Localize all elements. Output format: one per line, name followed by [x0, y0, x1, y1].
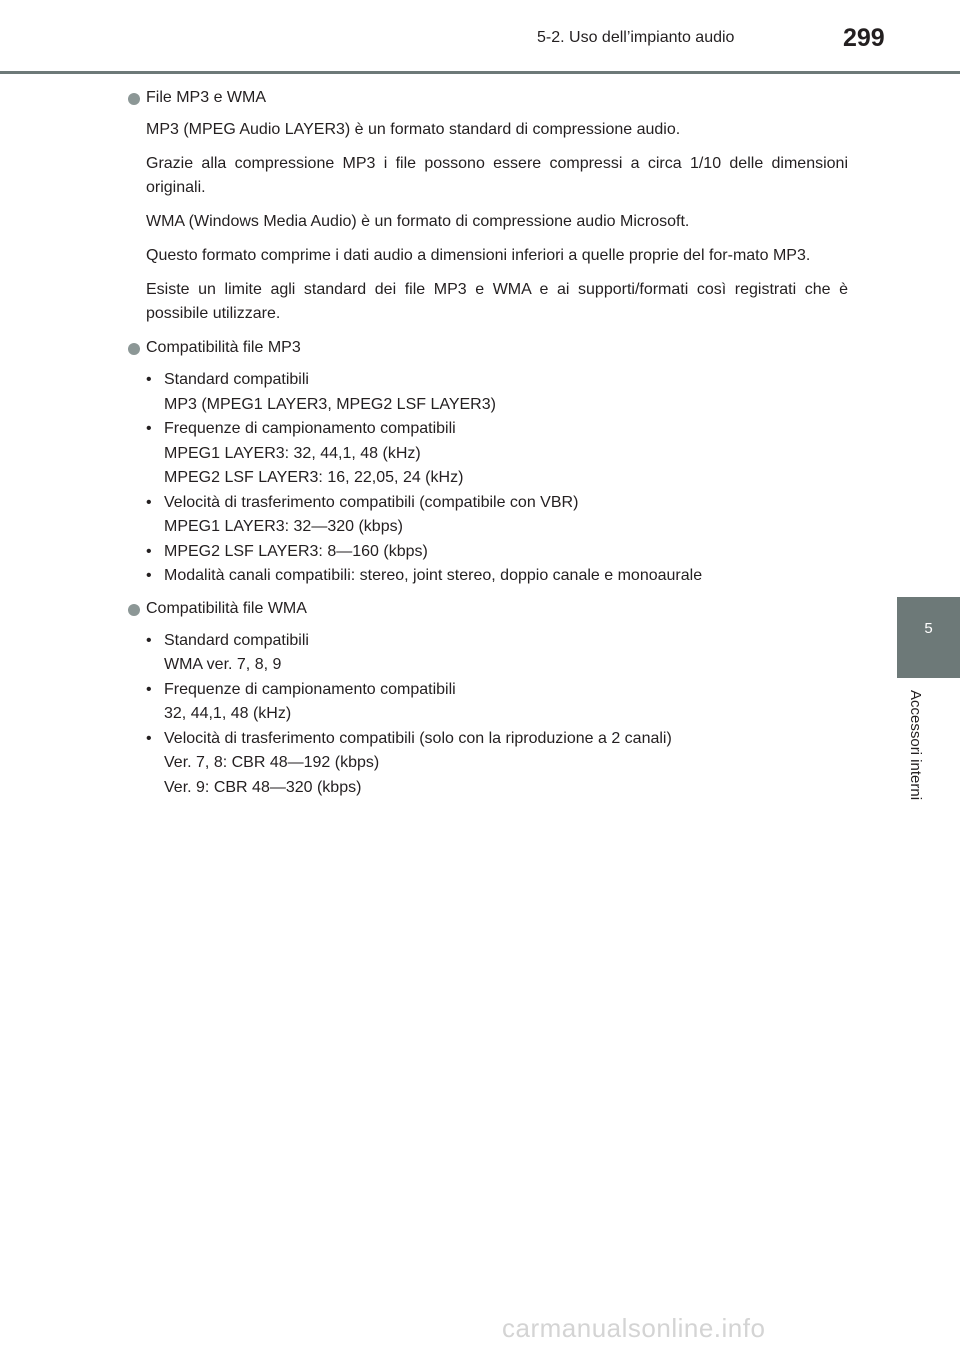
section-heading	[128, 597, 848, 621]
section-heading	[128, 336, 848, 360]
page-number: 299	[843, 24, 885, 52]
bullet-dot-icon	[128, 343, 140, 355]
paragraph: Esiste un limite agli standard dei file MP3 e WMA e ai supporti/formati così registrati che è possibile utilizzare.	[146, 281, 848, 322]
list-item-title: • Frequenze di campionamento compatibili	[164, 680, 456, 698]
list-item	[146, 540, 848, 565]
list-item-title: • Frequenze di campionamento compatibili	[164, 420, 456, 437]
chapter-tab	[897, 597, 960, 678]
list-item-detail: MPEG2 LSF LAYER3: 16, 22,05, 24 (kHz)	[164, 469, 464, 486]
section-heading	[128, 86, 848, 110]
paragraph: WMA (Windows Media Audio) è un formato di compressione audio Microsoft.	[146, 213, 690, 230]
section-mp3-wma	[128, 86, 848, 326]
list-item	[146, 491, 848, 540]
watermark: carmanualsonline.info	[502, 1313, 766, 1343]
list-item	[146, 629, 848, 678]
section-heading-text: Compatibilità file MP3	[146, 339, 301, 356]
section-heading-text: Compatibilità file WMA	[146, 599, 307, 617]
list-item	[146, 678, 848, 727]
spec-list	[146, 368, 848, 589]
page-content	[128, 86, 848, 808]
list-item-title: • Velocità di trasferimento compatibili (compatibile con VBR)	[164, 493, 579, 511]
chapter-tab-number: 5	[924, 620, 933, 637]
list-item-title: • Standard compatibili	[164, 371, 309, 388]
bullet-dot-icon	[128, 93, 140, 105]
list-item-detail: Ver. 7, 8: CBR 48—192 (kbps)	[164, 754, 380, 771]
bullet-dot-icon	[128, 604, 140, 616]
list-item-detail: MP3 (MPEG1 LAYER3, MPEG2 LSF LAYER3)	[164, 395, 496, 413]
section-mp3-compat	[128, 336, 848, 589]
list-item-detail: MPEG1 LAYER3: 32—320 (kbps)	[164, 518, 403, 535]
list-item	[146, 564, 848, 589]
list-item-title: • MPEG2 LSF LAYER3: 8—160 (kbps)	[164, 542, 428, 560]
list-item-detail: Ver. 9: CBR 48—320 (kbps)	[164, 778, 362, 796]
list-item-title: • Velocità di trasferimento compatibili (solo con la riproduzione a 2 canali)	[164, 729, 672, 747]
list-item	[146, 368, 848, 417]
header-rule	[0, 71, 960, 74]
section-wma-compat	[128, 597, 848, 801]
running-header: 5-2. Uso dell’impianto audio	[537, 29, 735, 46]
list-item-detail: WMA ver. 7, 8, 9	[164, 656, 282, 673]
paragraph: Grazie alla compressione MP3 i file possono essere compressi a circa 1/10 delle dimensioni originali.	[146, 155, 848, 196]
section-heading-text: File MP3 e WMA	[146, 89, 267, 106]
list-item-title: • Modalità canali compatibili: stereo, joint stereo, doppio canale e monoaurale	[164, 567, 703, 584]
spec-list	[146, 629, 848, 801]
list-item-detail: 32, 44,1, 48 (kHz)	[164, 705, 292, 722]
list-item	[146, 417, 848, 491]
chapter-tab-label: Accessori interni	[907, 690, 924, 801]
list-item-detail: MPEG1 LAYER3: 32, 44,1, 48 (kHz)	[164, 444, 421, 462]
list-item	[146, 727, 848, 801]
paragraph: Questo formato comprime i dati audio a dimensioni inferiori a quelle proprie del for-mato MP3.	[146, 247, 811, 264]
list-item-title: • Standard compatibili	[164, 631, 309, 649]
paragraph: MP3 (MPEG Audio LAYER3) è un formato standard di compressione audio.	[146, 121, 681, 138]
